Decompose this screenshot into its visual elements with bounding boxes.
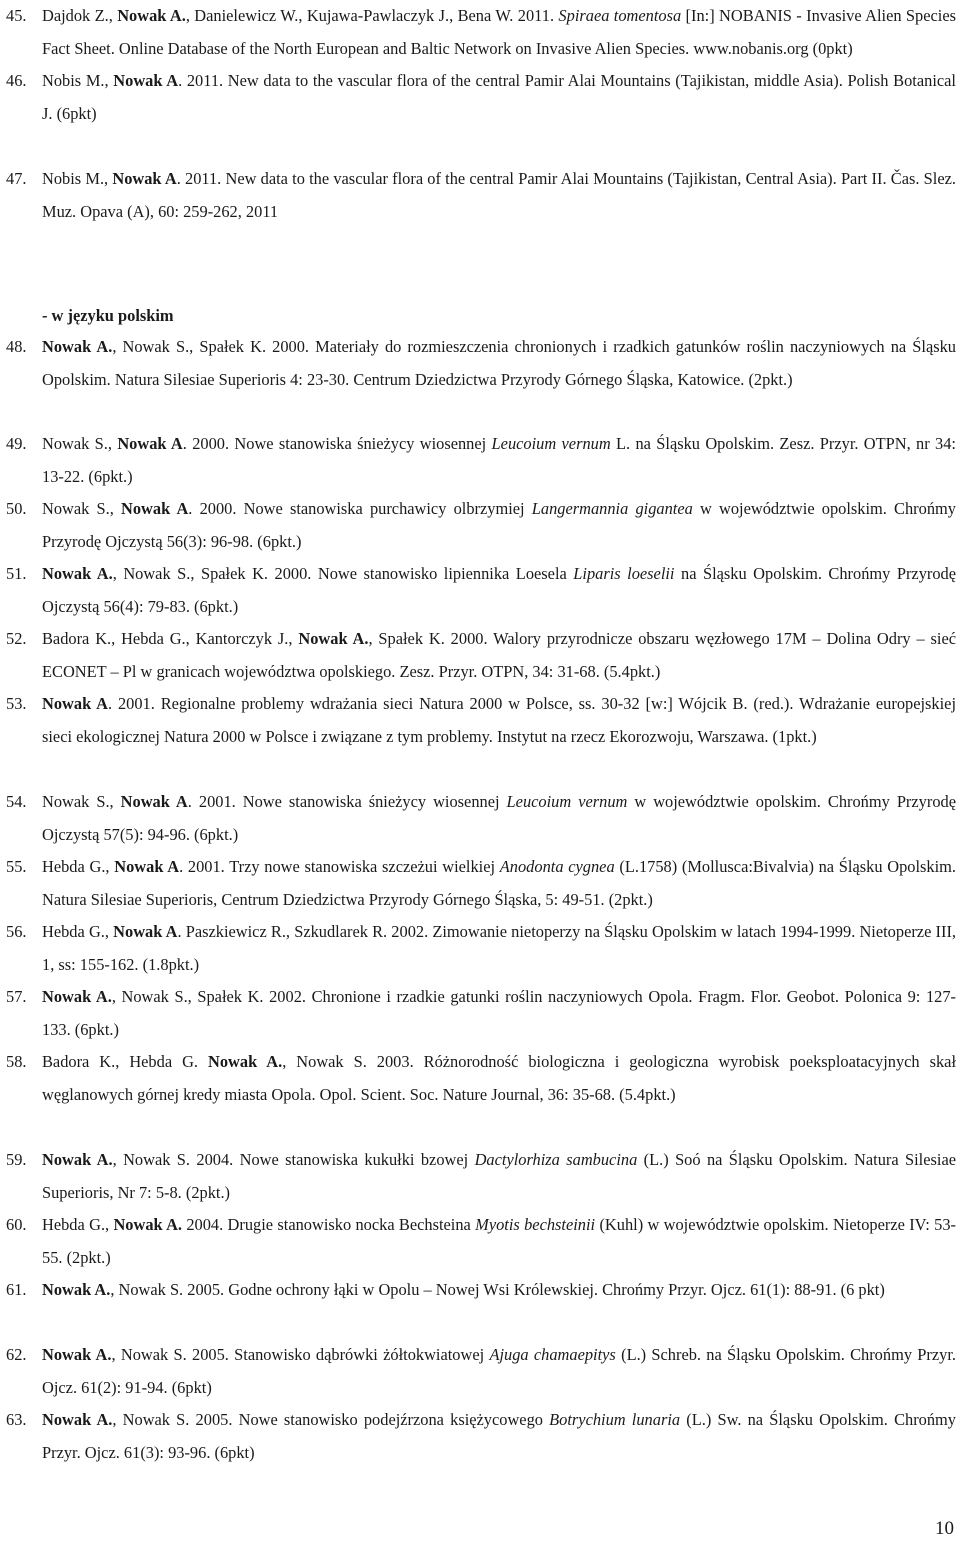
- entry-number: 63.: [6, 1410, 27, 1429]
- entry-segment: (L.) Soó na Śląsku Opolskim. Natura Silesiae Superioris, Nr 7: 5-8. (2pkt.): [42, 1150, 956, 1202]
- species-name: Spiraea tomentosa: [558, 6, 682, 25]
- author-highlight: Nowak A: [114, 857, 180, 876]
- entry-text: [42, 1339, 956, 1404]
- list-item: [6, 1274, 956, 1307]
- entry-number: 50.: [6, 499, 27, 518]
- entry-segment: (Kuhl) w województwie opolskim. Nietoperze IV: 53-55. (2pkt.): [42, 1215, 957, 1267]
- author-highlight: Nowak A.: [117, 6, 186, 25]
- list-item: [6, 851, 956, 916]
- entry-number: 59.: [6, 1150, 27, 1169]
- entry-segment: Badora K., Hebda G.: [42, 1052, 208, 1071]
- entry-text: [42, 1209, 956, 1274]
- entry-number: 58.: [6, 1052, 27, 1071]
- entry-segment: Nowak S.,: [42, 792, 121, 811]
- entry-segment: , Nowak S. 2005. Nowe stanowisko podejźrzona księżycowego: [112, 1410, 550, 1429]
- entry-segment: Dajdok Z.,: [42, 6, 118, 25]
- entry-segment: . 2011. New data to the vascular flora of the central Pamir Alai Mountains (Tajikistan, middle Asia). Polish Botanical J. (6pkt): [42, 71, 956, 123]
- author-highlight: Nowak A: [121, 499, 189, 518]
- species-name: Leucoium vernum: [506, 792, 628, 811]
- entry-number: 61.: [6, 1280, 27, 1299]
- list-item: [6, 0, 956, 65]
- entry-segment: L. na Śląsku Opolskim. Zesz. Przyr. OTPN, nr 34: 13-22. (6pkt.): [42, 434, 956, 486]
- entry-segment: , Nowak S., Spałek K. 2002. Chronione i rzadkie gatunki roślin naczyniowych Opola. Fragm. Flor. Geobot. Polonica 9: 127-133. (6pkt.): [42, 987, 956, 1039]
- entry-segment: 2004. Drugie stanowisko nocka Bechsteina: [182, 1215, 476, 1234]
- entry-number: 47.: [6, 169, 27, 188]
- entry-number: 51.: [6, 564, 27, 583]
- species-name: Liparis loeselii: [573, 564, 675, 583]
- author-highlight: Nowak A.: [42, 1345, 112, 1364]
- list-item: [6, 1339, 956, 1404]
- author-highlight: Nowak A.: [42, 564, 113, 583]
- entry-text: [42, 65, 956, 130]
- entry-segment: [In:] NOBANIS - Invasive Alien Species Fact Sheet. Online Database of the North European and Baltic Network on Invasive Alien Species. www.nobanis.org (0pkt): [42, 6, 956, 58]
- entry-segment: na Śląsku Opolskim. Chrońmy Przyrodę Ojczystą 56(4): 79-83. (6pkt.): [42, 564, 957, 616]
- author-highlight: Nowak A.: [42, 1410, 113, 1429]
- author-highlight: Nowak A.: [208, 1052, 283, 1071]
- entry-segment: Hebda G.,: [42, 857, 115, 876]
- list-item: [6, 623, 956, 688]
- entry-segment: , Danielewicz W., Kujawa-Pawlaczyk J., Bena W. 2011.: [185, 6, 559, 25]
- entry-segment: (L.) Sw. na Śląsku Opolskim. Chrońmy Przyr. Ojcz. 61(3): 93-96. (6pkt): [42, 1410, 956, 1462]
- author-highlight: Nowak A: [120, 792, 188, 811]
- author-highlight: Nowak A: [112, 169, 177, 188]
- entry-text: [42, 688, 956, 753]
- entry-number: 45.: [6, 6, 27, 25]
- list-item: [6, 1144, 956, 1209]
- entry-text: [42, 428, 956, 493]
- entry-number: 60.: [6, 1215, 27, 1234]
- entry-text: [42, 163, 956, 228]
- entry-segment: Nowak S.,: [42, 499, 121, 518]
- entry-segment: , Nowak S. 2003. Różnorodność biologiczna i geologiczna wyrobisk poeksploatacyjnych skał węglanowych górnej kredy miasta Opola. Opol. Scient. Soc. Nature Journal, 36: 35-68. (5.4pkt.): [42, 1052, 957, 1104]
- entry-segment: , Nowak S. 2005. Godne ochrony łąki w Opolu – Nowej Wsi Królewskiej. Chrońmy Przyr. Ojcz. 61(1): 88-91. (6 pkt): [110, 1280, 885, 1299]
- list-item: [6, 493, 956, 558]
- entry-text: [42, 1144, 956, 1209]
- entry-text: [42, 981, 956, 1046]
- species-name: Dactylorhiza sambucina: [474, 1150, 638, 1169]
- entry-segment: Hebda G.,: [42, 1215, 114, 1234]
- list-item: [6, 1046, 956, 1111]
- entry-segment: , Nowak S., Spałek K. 2000. Nowe stanowisko lipiennika Loesela: [112, 564, 574, 583]
- entry-segment: , Nowak S. 2005. Stanowisko dąbrówki żółtokwiatowej: [111, 1345, 490, 1364]
- author-highlight: Nowak A: [113, 71, 179, 90]
- entry-segment: , Nowak S., Spałek K. 2000. Materiały do rozmieszczenia chronionych i rzadkich gatunków roślin naczyniowych na Śląsku Opolskim. Natura Silesiae Superioris 4: 23-30. Centrum Dziedzictwa Przyrody Górnego Śląska, Katowice. (2pkt.): [42, 337, 957, 389]
- entry-segment: , Nowak S. 2004. Nowe stanowiska kukułki bzowej: [112, 1150, 475, 1169]
- entry-text: [42, 1046, 956, 1111]
- entry-segment: . 2011. New data to the vascular flora of the central Pamir Alai Mountains (Tajikistan, Central Asia). Part II. Čas. Slez. Muz. Opava (A), 60: 259-262, 2011: [42, 169, 956, 221]
- entry-text: [42, 1404, 956, 1469]
- entry-text: [42, 916, 956, 981]
- entry-segment: w województwie opolskim. Chrońmy Przyrodę Ojczystą 57(5): 94-96. (6pkt.): [42, 792, 956, 844]
- entry-text: [42, 493, 956, 558]
- entry-number: 55.: [6, 857, 27, 876]
- entry-segment: (L.) Schreb. na Śląsku Opolskim. Chrońmy Przyr. Ojcz. 61(2): 91-94. (6pkt): [42, 1345, 956, 1397]
- entry-segment: . 2000. Nowe stanowiska śnieżycy wiosennej: [182, 434, 492, 453]
- author-highlight: Nowak A.: [42, 1150, 113, 1169]
- entry-text: [42, 558, 956, 623]
- list-item: [6, 428, 956, 493]
- entry-segment: . 2001. Nowe stanowiska śnieżycy wiosennej: [187, 792, 507, 811]
- entry-segment: Nowak S.,: [42, 434, 118, 453]
- entry-segment: . 2000. Nowe stanowiska purchawicy olbrzymiej: [188, 499, 532, 518]
- entry-number: 48.: [6, 337, 27, 356]
- list-item: [6, 558, 956, 623]
- author-highlight: Nowak A: [113, 922, 178, 941]
- entry-segment: Badora K., Hebda G., Kantorczyk J.,: [42, 629, 299, 648]
- entry-segment: Nobis M.,: [42, 169, 113, 188]
- entry-segment: Hebda G.,: [42, 922, 114, 941]
- entry-number: 53.: [6, 694, 27, 713]
- section-heading: - w języku polskim: [42, 306, 174, 325]
- author-highlight: Nowak A.: [42, 1280, 111, 1299]
- entry-number: 62.: [6, 1345, 27, 1364]
- species-name: Myotis bechsteinii: [475, 1215, 596, 1234]
- entry-number: 49.: [6, 434, 27, 453]
- page-number: 10: [935, 1518, 954, 1539]
- author-highlight: Nowak A: [42, 694, 108, 713]
- list-item: [6, 688, 956, 753]
- entry-segment: (L.1758) (Mollusca:Bivalvia) na Śląsku Opolskim. Natura Silesiae Superioris, Centrum Dziedzictwa Przyrody Górnego Śląska, 5: 49-51. (2pkt.): [42, 857, 956, 909]
- entry-number: 54.: [6, 792, 27, 811]
- list-item: [6, 163, 956, 228]
- entry-text: [42, 786, 956, 851]
- list-item: [6, 981, 956, 1046]
- species-name: Botrychium lunaria: [549, 1410, 681, 1429]
- entry-segment: w województwie opolskim. Chrońmy Przyrodę Ojczystą 56(3): 96-98. (6pkt.): [42, 499, 956, 551]
- entry-segment: , Spałek K. 2000. Walory przyrodnicze obszaru węzłowego 17M – Dolina Odry – sieć ECONET – Pl w granicach województwa opolskiego. Zesz. Przyr. OTPN, 34: 31-68. (5.4pkt.): [42, 629, 956, 681]
- entry-text: [42, 851, 956, 916]
- author-highlight: Nowak A: [117, 434, 183, 453]
- entry-text: [42, 331, 956, 396]
- entry-number: 57.: [6, 987, 27, 1006]
- author-highlight: Nowak A.: [42, 337, 113, 356]
- species-name: Anodonta cygnea: [499, 857, 615, 876]
- species-name: Langermannia gigantea: [531, 499, 693, 518]
- list-item: [6, 786, 956, 851]
- entry-text: [42, 623, 956, 688]
- author-highlight: Nowak A.: [42, 987, 112, 1006]
- author-highlight: Nowak A.: [298, 629, 369, 648]
- entry-segment: . Paszkiewicz R., Szkudlarek R. 2002. Zimowanie nietoperzy na Śląsku Opolskim w latach 1994-1999. Nietoperze III, 1, ss: 155-162. (1.8pkt.): [42, 922, 956, 974]
- entry-number: 46.: [6, 71, 27, 90]
- species-name: Ajuga chamaepitys: [489, 1345, 616, 1364]
- entry-segment: Nobis M.,: [42, 71, 114, 90]
- author-highlight: Nowak A.: [113, 1215, 183, 1234]
- entry-text: [42, 1274, 956, 1307]
- list-item: [6, 1404, 956, 1469]
- species-name: Leucoium vernum: [491, 434, 611, 453]
- entry-segment: . 2001. Regionalne problemy wdrażania sieci Natura 2000 w Polsce, ss. 30-32 [w:] Wójcik B. (red.). Wdrażanie europejskiej sieci ekologicznej Natura 2000 w Polsce i związane z tym problemy. Instytut na rzecz Ekorozwoju, Warszawa. (1pkt.): [42, 694, 957, 746]
- entry-number: 52.: [6, 629, 27, 648]
- entry-segment: . 2001. Trzy nowe stanowiska szczeżui wielkiej: [179, 857, 500, 876]
- entry-number: 56.: [6, 922, 27, 941]
- entry-text: [42, 0, 956, 65]
- list-item: [6, 1209, 956, 1274]
- list-item: [6, 65, 956, 130]
- list-item: [6, 331, 956, 396]
- list-item: [6, 916, 956, 981]
